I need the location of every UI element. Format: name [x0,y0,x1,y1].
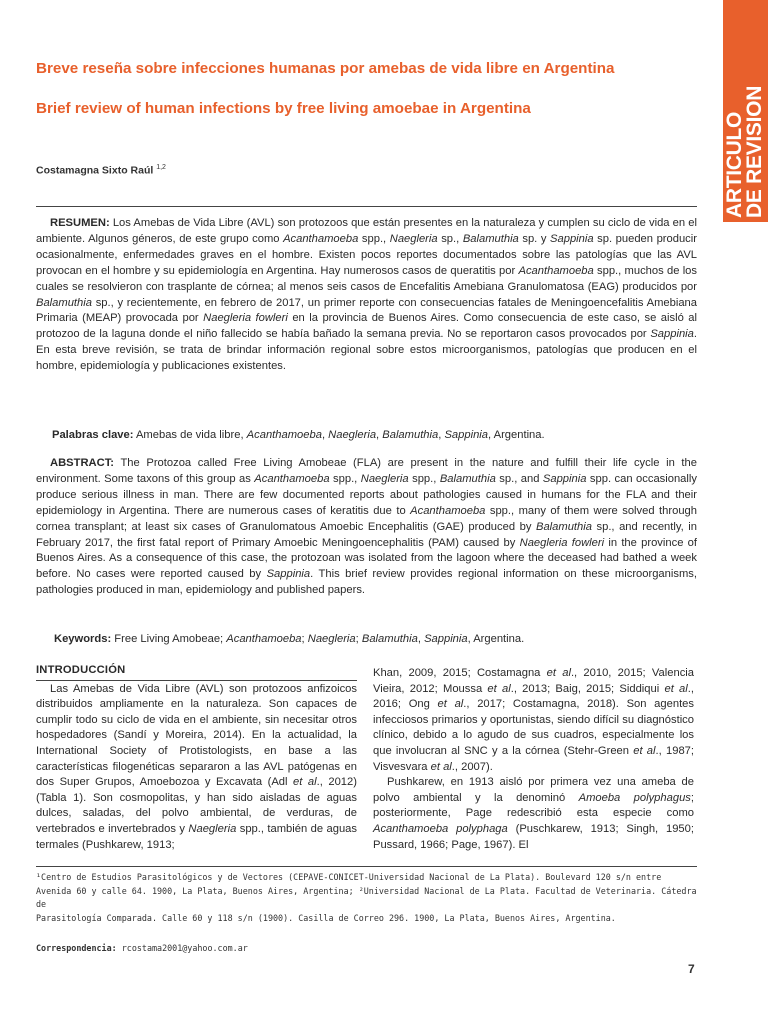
abstract-label: ABSTRACT: [50,457,115,469]
species-name: Naegleria [389,232,438,245]
abstract-text: spp., many of them were solved through cornea transplant; at least six cases of Granulomatous Amoebic Encephalitis (GAE) produced by [36,504,697,533]
affiliation-footnote [36,871,697,925]
species-name: Acanthamoeba [410,504,486,517]
author-name: Costamagna Sixto Raúl [36,164,154,177]
body-column-left [36,663,357,853]
section-tab-line1: ARTICULO [723,111,746,218]
species-name: Acanthamoeba polyphaga [373,822,508,835]
resumen-text: en la provincia de Buenos Aires. Como consecuencia de este caso, se aisló al protozoo de la laguna donde el niño fallecido se había bañado la semana previa. No se reportaron casos provocados por [36,312,697,341]
body-text: ., 2013; Baig, 2015; Siddiqui [510,682,665,695]
citation-etal: et al [487,682,511,695]
abstract-text: . This brief review provides regional information on these microorganisms, pathologies produced in man, epidemiology and published papers. [36,568,697,597]
resumen-text: sp., y recientemente, en febrero de 2017, un primer reporte con consecuencias fatales de Meningoencefalitis Amebiana Primaria (MEAP) provocada por [36,296,697,325]
species-name: Naegleria [328,429,377,441]
body-text: Las Amebas de Vida Libre (AVL) son protozoos anfizoicos distribuidos ampliamente en la naturaleza. Son capaces de cumplir todo su ciclo de vida en el ambiente, sin necesitar otros hospedadores (Sandí y Moreira, 2014). En la actualidad, la International Society of Protistologists, en base a las características filogenéticas separaron a las AVL patógenas en dos Super Grupos, Amoebozoa y Excavata (Adl [36,682,357,789]
keywords-text: Free Living Amobeae; [111,633,227,645]
species-name: Balamuthia [439,472,496,485]
body-text: ; posteriormente, Page redescribió esta especie como [373,791,694,820]
citation-etal: et al [437,698,464,711]
species-name: Naegleria fowleri [519,536,605,549]
species-name: Balamuthia [462,232,519,245]
footnote-line: ¹Centro de Estudios Parasitológicos y de Vectores (CEPAVE-CONICET-Universidad Nacional de La Plata). Boulevard 120 s/n entre [36,872,662,882]
resumen-section [36,216,697,375]
species-name: Amoeba polyphagus [578,791,691,804]
title-english: Brief review of human infections by free living amoebae in Argentina [36,100,531,117]
resumen-text: sp. y [518,232,551,245]
citation-etal: et al [293,776,317,789]
title-spanish: Breve reseña sobre infecciones humanas por amebas de vida libre en Argentina [36,60,615,77]
section-tab [723,0,768,222]
abstract-text: The Protozoa called Free Living Amobeae (FLA) are present in the nature and fulfill their life cycle in the environment. Some taxons of this group as [36,457,697,485]
correspondence [36,943,248,953]
body-column-right [373,666,694,853]
abstract-text: sp., and [495,472,543,485]
header-divider [36,206,697,207]
correspondence-label: Correspondencia: [36,943,117,953]
species-name: Naegleria [307,633,356,645]
species-name: Naegleria fowleri [203,312,288,325]
body-text: ., 2010, 2015; Valencia Vieira, 2012; Moussa [373,667,694,695]
keywords-text: ; [301,633,308,645]
body-text: ., 2016; Ong [373,682,694,711]
citation-etal: et al [430,760,452,773]
body-text: ., 1987; Visvesvara [373,744,694,773]
species-name: Sappinia [444,429,489,441]
body-paragraph [373,775,694,853]
species-name: Acanthamoeba [518,264,594,277]
keywords-english [54,632,699,648]
body-text: Pushkarew, en 1913 aisló por primera vez una ameba de polvo ambiental y la denominó [373,776,694,804]
keywords-spanish [52,428,697,444]
section-tab-line2: DE REVISION [743,85,766,218]
abstract-paragraph [36,456,697,599]
body-text: Khan, 2009, 2015; Costamagna [373,667,547,679]
body-text: (Puschkarew, 1913; Singh, 1950; Pussard, 1966; Page, 1967). El [373,822,694,851]
species-name: Acanthamoeba [226,633,302,645]
species-name: Sappinia [266,568,311,581]
abstract-text: spp., [408,472,440,485]
keywords-text: , Argentina. [467,633,525,645]
species-name: Acanthamoeba [246,429,322,441]
resumen-text: spp., muchos de los cuales se resolvieron con trasplante de córnea; al menos seis casos de Encefalitis Amebiana Granulomatosa (EAG) producidos por [36,264,697,293]
species-name: Acanthamoeba [283,232,359,245]
species-name: Naegleria [188,822,237,835]
section-heading: INTRODUCCIÓN [36,663,357,681]
page-number: 7 [688,962,695,976]
abstract-text: sp., and recently, in February 2017, the first fatal report of Primary Amoebic Meningoencephalitis (PAM) caused by [36,520,697,549]
resumen-paragraph [36,216,697,375]
body-text: ., 2012) (Tabla 1). Son cosmopolitas, y han sido aisladas de aguas dulces, saladas, del polvo ambiental, de verduras, de vertebrados e invertebrados y [36,776,357,835]
author [36,164,166,177]
abstract-text: spp., [329,472,361,485]
resumen-text: . En esta breve revisión, se trata de brindar información regional sobre estos microorganismos, patologías que producen en el hombre, epidemiología y publicaciones existentes. [36,328,697,373]
keywords-text: , [376,429,383,441]
footnote-line: Parasitología Comparada. Calle 60 y 118 s/n (1900). Casilla de Correo 296. 1900, La Plata, Buenos Aires, Argentina. [36,912,616,923]
body-text: ., 2017; Costamagna, 2018). Son agentes infecciosos primarios y oportunistas, siendo difícil su diagnóstico clínico, debido a lo agudo de sus cuadros, especialmente los que involucran al SNC y a la córnea (Stehr-Green [373,698,694,757]
citation-etal: et al [546,667,571,679]
species-name: Sappinia [550,232,594,245]
resumen-label: RESUMEN: [50,217,110,229]
resumen-text: sp. pueden producir ocasionalmente, enfermedades graves en el hombre. Existen pocos reportes documentados sobre las patologías que las AVL provocan en el hombre y su epidemiología en Argentina. Hay numerosos casos de queratitis por [36,232,697,277]
keywords-text: Amebas de vida libre, [133,429,247,441]
species-name: Sappinia [542,472,587,485]
abstract-text: spp. can occasionally produce serious illness in man. There are few documented reports about pathologies caused in humans for the FLA and their epidemiology in Argentina. There are numerous cases of keratitis due to [36,472,697,517]
resumen-text: Los Amebas de Vida Libre (AVL) son protozoos que están presentes en la naturaleza y cumplen su ciclo de vida en el ambiente. Algunos géneros, de este grupo como [36,217,697,245]
citation-etal: et al [664,682,688,695]
species-name: Sappinia [650,328,694,341]
species-name: Balamuthia [535,520,592,533]
keywords-text: , [321,429,329,441]
resumen-text: sp., [437,232,463,245]
species-name: Balamuthia [36,296,92,309]
keywords-text: ; [355,633,362,645]
keywords-en-label: Keywords: [54,633,112,645]
species-name: Balamuthia [361,633,418,645]
section-tab-label [725,18,765,218]
resumen-text: spp., [358,232,390,245]
body-text: spp., también de aguas termales (Pushkarew, 1913; [36,822,357,851]
footnote-line: Avenida 60 y calle 64. 1900, La Plata, Buenos Aires, Argentina; ²Universidad Nacional de La Plata. Facultad de Veterinaria. Cátedra de [36,885,697,909]
citation-etal: et al [633,744,656,757]
species-name: Sappinia [424,633,468,645]
species-name: Balamuthia [382,429,439,441]
keywords-es-label: Palabras clave: [52,429,134,441]
abstract-text: in the province of Buenos Aires. As a consequence of this case, the protozoan was isolated from the lagoon where the deceased had bathed a week before. No cases were reported caused by [36,536,698,581]
body-paragraph [36,682,357,854]
keywords-text: , [417,633,425,645]
body-paragraph [373,666,694,775]
keywords-text: , [438,429,445,441]
footnote-divider [36,866,697,867]
author-affiliations: 1,2 [156,164,166,171]
body-text: ., 2007). [451,760,493,773]
species-name: Acanthamoeba [254,472,330,485]
keywords-text: , Argentina. [488,429,545,441]
abstract-section [36,456,697,599]
species-name: Naegleria [360,472,409,485]
correspondence-email[interactable]: rcostama2001@yahoo.com.ar [116,943,248,953]
